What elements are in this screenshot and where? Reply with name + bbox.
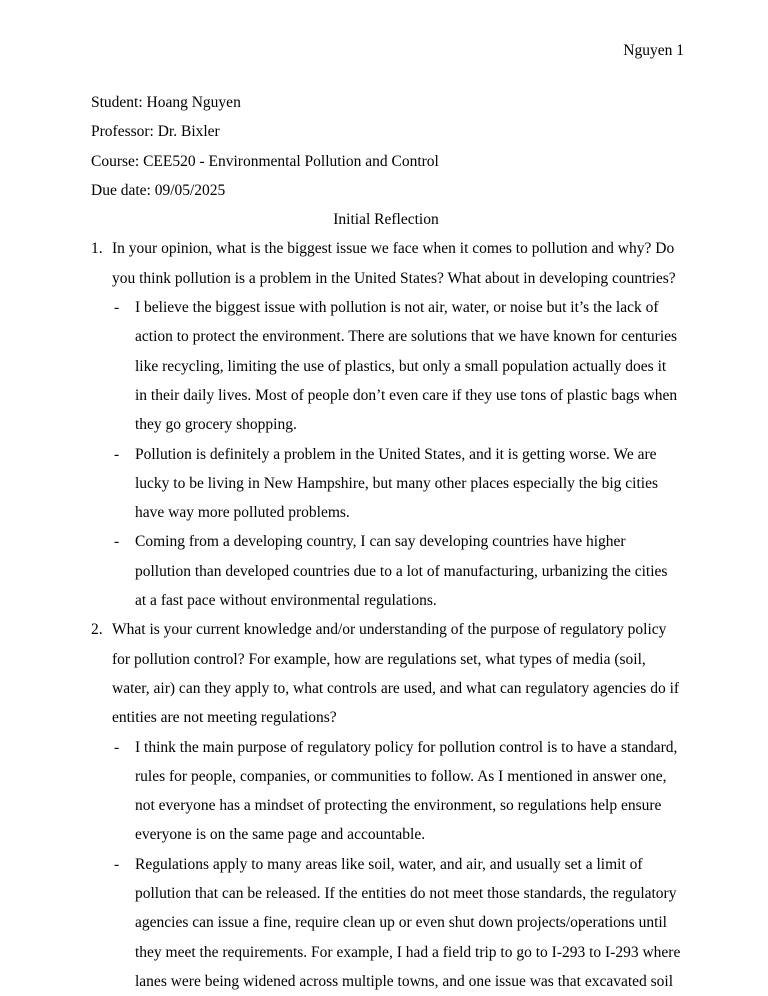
question-text: What is your current knowledge and/or understanding of the purpose of regulatory policy for pollution control? For example, how are regulations set, what types of media (soil, water, air) can they apply to, what controls are used, and what can regulatory agencies do if entities are not meeting regulations?	[112, 621, 680, 727]
document-body	[91, 88, 681, 996]
answer-item	[91, 733, 681, 850]
bullet-dash: -	[114, 738, 120, 756]
answer-text: Coming from a developing country, I can say developing countries have higher pollution than developed countries due to a lot of manufacturing, urbanizing the cities at a fast pace without environmental regulations.	[135, 533, 668, 610]
answer-text: Pollution is definitely a problem in the United States, and it is getting worse. We are lucky to be living in New Hampshire, but many other places especially the big cities have way more polluted problems.	[135, 445, 658, 522]
bullet-dash: -	[114, 299, 120, 317]
answer-item	[91, 440, 681, 528]
course-line: Course: CEE520 - Environmental Pollution and Control	[91, 152, 439, 170]
question-number: 2.	[91, 621, 103, 639]
answer-text: I believe the biggest issue with pollution is not air, water, or noise but it’s the lack of action to protect the environment. There are solutions that we have known for centuries like recycling, limiting the use of plastics, but only a small population actually does it in their daily lives. Most of people don’t even care if they use tons of plastic bags when they go grocery shopping.	[135, 299, 678, 434]
due-date-line: Due date: 09/05/2025	[91, 181, 226, 199]
question-number: 1.	[91, 240, 103, 258]
question-1	[91, 234, 681, 293]
bullet-dash: -	[114, 445, 120, 463]
bullet-dash: -	[114, 533, 120, 551]
document-title: Initial Reflection	[333, 211, 439, 229]
answer-text: I think the main purpose of regulatory policy for pollution control is to have a standard, rules for people, companies, or communities to follow. As I mentioned in answer one, not everyone has a mindset of protecting the environment, so regulations help ensure everyone is on the same page and accountable.	[135, 738, 678, 844]
student-info	[91, 88, 681, 205]
bullet-dash: -	[114, 855, 120, 873]
answer-item	[91, 527, 681, 615]
question-text: In your opinion, what is the biggest issue we face when it comes to pollution and why? Do you think pollution is a problem in the United States? What about in developing countries?	[112, 240, 676, 287]
question-2	[91, 615, 681, 732]
answer-item	[91, 850, 681, 996]
student-line: Student: Hoang Nguyen	[91, 94, 241, 111]
page-header: Nguyen 1	[623, 42, 684, 59]
professor-line: Professor: Dr. Bixler	[91, 123, 220, 141]
answer-text: Regulations apply to many areas like soil, water, and air, and usually set a limit of pollution that can be released. If the entities do not meet those standards, the regulatory agencies can issue a fine, require clean up or even shut down projects/operations until they meet the requirements. For example, I had a field trip to go to I-293 to I-293 where lanes were being widened across multiple towns, and one issue was that excavated soil	[135, 855, 681, 990]
answer-item	[91, 293, 681, 439]
